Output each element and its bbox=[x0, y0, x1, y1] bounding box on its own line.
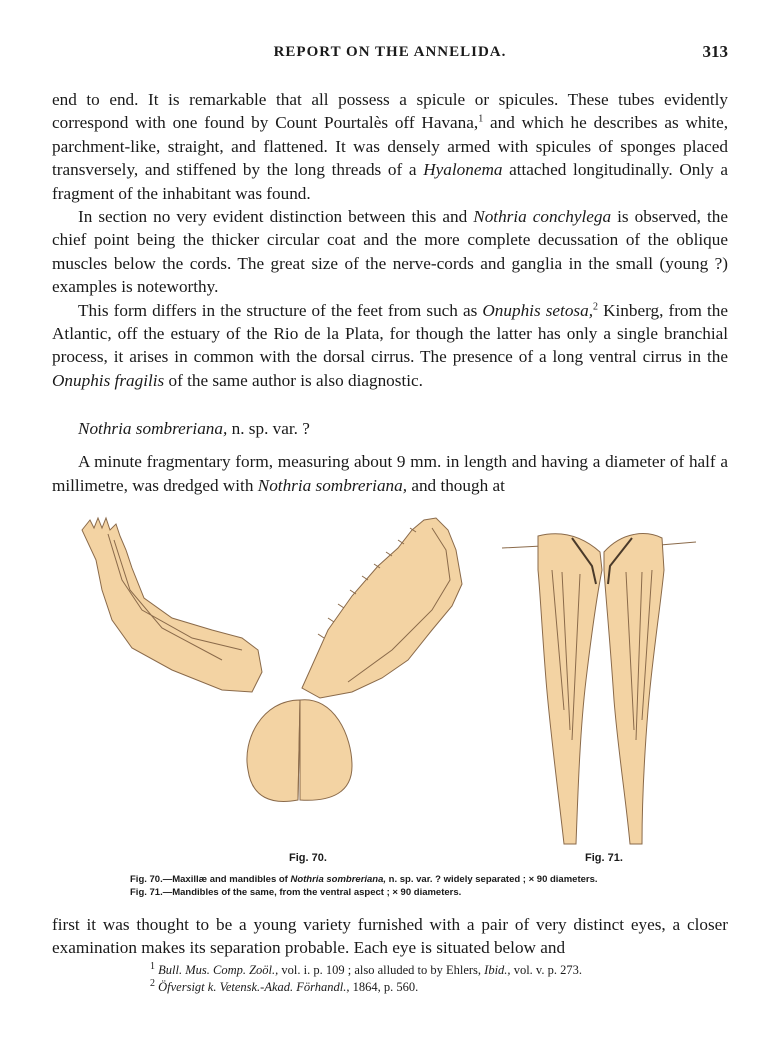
fig71-right-jaw bbox=[604, 534, 664, 844]
fig71-drawing bbox=[502, 534, 696, 844]
footnote-ref-2[interactable]: 2 bbox=[593, 300, 598, 312]
paragraph-3: This form differs in the structure of the feet from such as Onuphis setosa,$^2$ Kinberg, from the Atlantic, off the estuary of the Rio de la Plata, for though the latter has only a single branchial process, it arises in common with the dorsal cirrus. The presence of a long ventral cirrus in the Onuphis fragilis of the same author is also diagnostic. bbox=[52, 300, 728, 390]
footnote-1: $^1$ Bull. Mus. Comp. Zoöl., vol. i. p. 109 ; also alluded to by Ehlers, Ibid., vol. v. p. 273. bbox=[150, 960, 582, 977]
fig70-mandible-right bbox=[300, 700, 352, 801]
fig70-right-maxilla bbox=[302, 518, 462, 698]
fig70-drawing bbox=[82, 518, 462, 801]
paragraph-4: A minute fragmentary form, measuring about 9 mm. in length and having a diameter of half a millimetre, was dredged with Nothria sombreriana, and though at bbox=[52, 452, 728, 495]
fig70-label: Fig. 70. bbox=[289, 852, 327, 864]
running-title: REPORT ON THE ANNELIDA. bbox=[273, 44, 507, 60]
page-number: 313 bbox=[702, 42, 728, 61]
figure-captions bbox=[130, 873, 730, 899]
paragraph-2: In section no very evident distinction between this and Nothria conchylega is observed, the chief point being the thicker circular coat and the more complete decussation of the oblique muscles below the cords. The great size of the nerve-cords and ganglia in the small (young ?) examples is noteworthy. bbox=[52, 207, 728, 297]
text-block-bottom bbox=[52, 913, 728, 960]
footnote-ref-1[interactable]: 1 bbox=[478, 113, 484, 125]
fig70-left-maxilla bbox=[82, 518, 262, 692]
section-heading: Nothria sombreriana, n. sp. var. ? bbox=[78, 419, 310, 438]
fig71-label: Fig. 71. bbox=[585, 852, 623, 864]
fig71-left-jaw bbox=[538, 534, 602, 844]
figures-panel bbox=[52, 510, 752, 850]
footnotes bbox=[150, 962, 730, 996]
caption-fig71: Fig. 71.—Mandibles of the same, from the ventral aspect ; × 90 diameters. bbox=[130, 887, 462, 898]
page-header bbox=[52, 44, 728, 66]
paragraph-1: end to end. It is remarkable that all possess a spicule or spicules. These tubes evidently correspond with one found by Count Pourtalès off Havana,$^1$ and which he describes as white, parchment-like, straight, and flattened. It was densely armed with spicules of sponges placed transversely, and stiffened by the long threads of a Hyalonema attached longitudinally. Only a fragment of the inhabitant was found. bbox=[52, 90, 729, 203]
paragraph-5: first it was thought to be a young variety furnished with a pair of very distinct eyes, a closer examination makes its separation probable. Each eye is situated below and bbox=[52, 915, 728, 958]
fig70-mandible-left bbox=[247, 700, 300, 801]
text-block-top bbox=[52, 88, 728, 392]
text-block-section bbox=[52, 417, 728, 497]
caption-fig70: Fig. 70.—Maxillæ and mandibles of Nothria sombreriana, n. sp. var. ? widely separated ; × 90 diameters. bbox=[130, 874, 598, 885]
footnote-2: $^2$ Öfversigt k. Vetensk.-Akad. Förhandl., 1864, p. 560. bbox=[150, 977, 419, 994]
